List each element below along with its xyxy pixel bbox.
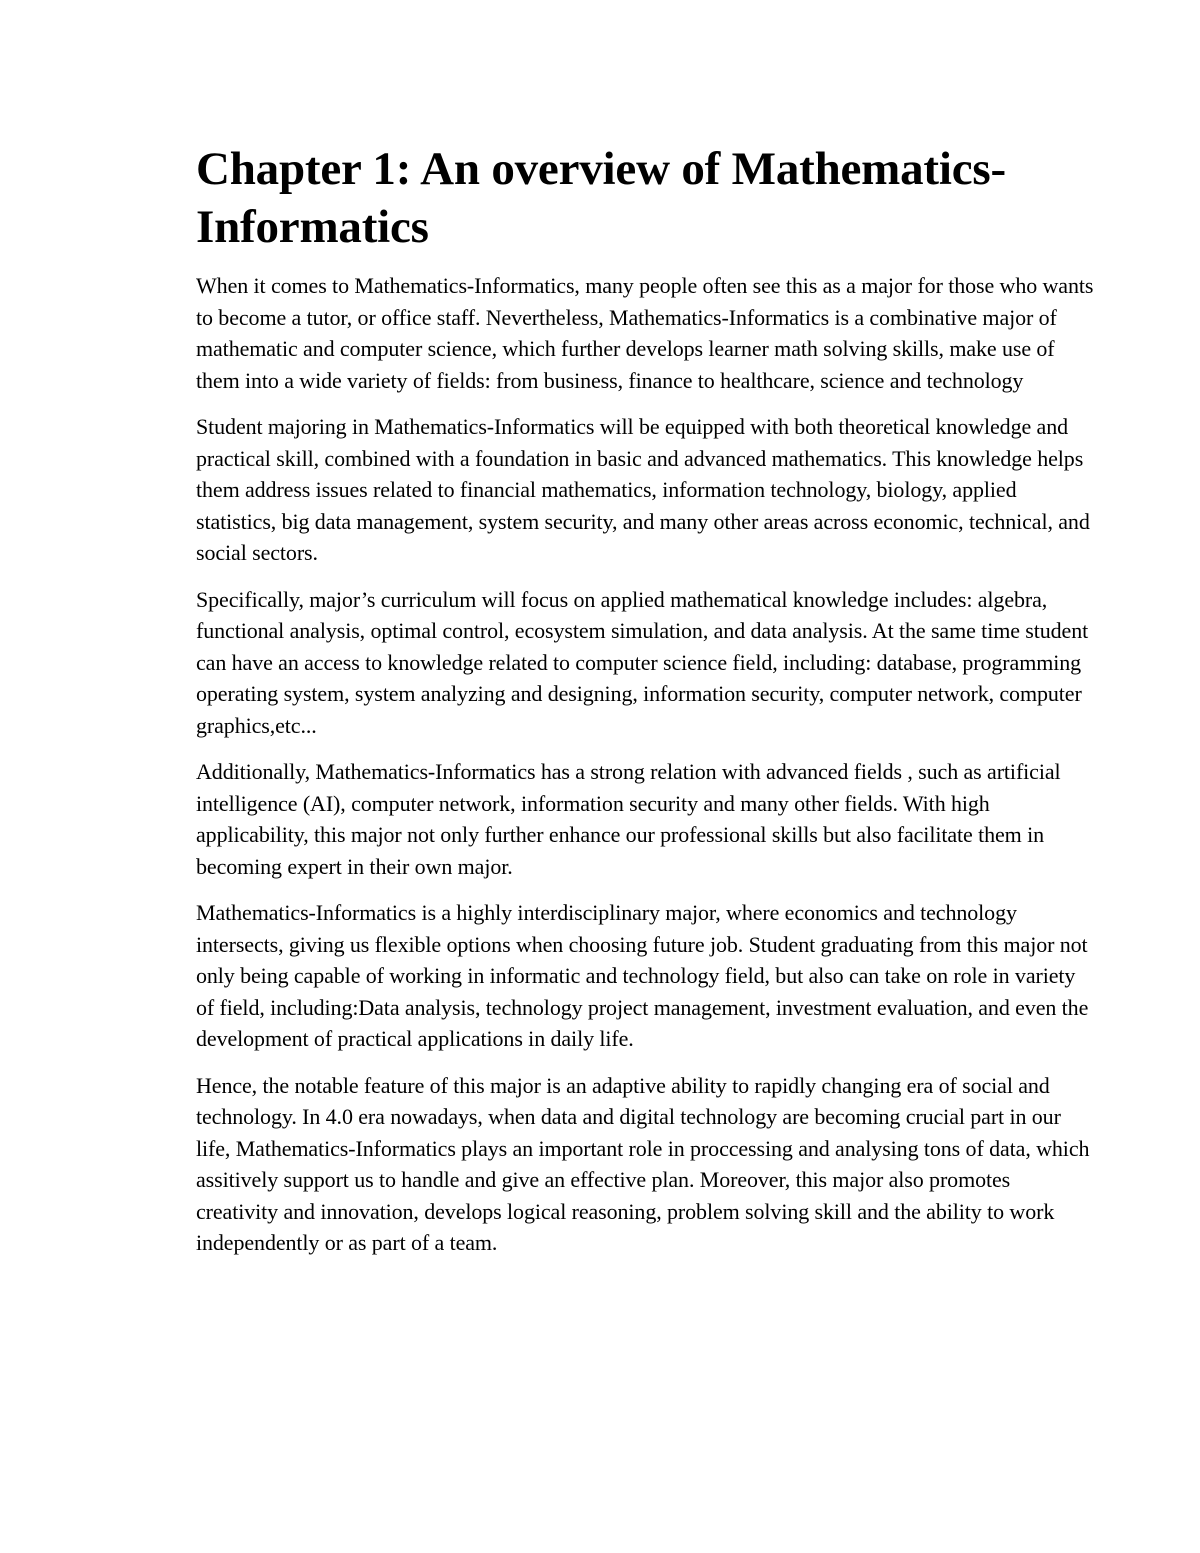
- paragraph-curriculum: Specifically, major’s curriculum will focus on applied mathematical knowledge includes: algebra, functional analysis, optimal control, ecosystem simulation, and data analysis. At the same time student can have an access to knowledge related to computer science field, including: database, programming operating system, system analyzing and designing, information security, computer network, computer graphics,etc...: [196, 586, 1089, 738]
- paragraph-interdisciplinary: Mathematics-Informatics is a highly interdisciplinary major, where economics and technology intersects, giving us flexible options when choosing future job. Student graduating from this major not only being capable of working in informatic and technology field, but also can take on role in variety of field, including:Data analysis, technology project management, investment evaluation, and even the development of practical applications in daily life.: [196, 900, 1089, 1051]
- paragraph-intro: When it comes to Mathematics-Informatics, many people often see this as a major for those who wants to become a tutor, or office staff. Nevertheless, Mathematics-Informatics is a combinative major of mathematic and computer science, which further develops learner math solving skills, make use of them into a wide variety of fields: from business, finance to healthcare, science and technology: [196, 273, 1094, 393]
- paragraph-student-majoring: Student majoring in Mathematics-Informatics will be equipped with both theoretical knowledge and practical skill, combined with a foundation in basic and advanced mathematics. This knowledge helps them address issues related to financial mathematics, information technology, biology, applied statistics, big data management, system security, and many other areas across economic, technical, and social sectors.: [196, 414, 1090, 565]
- chapter-title: Chapter 1: An overview of Mathematics-Informatics: [196, 143, 1006, 253]
- paragraph-additionally: Additionally, Mathematics-Informatics has a strong relation with advanced fields , such as artificial intelligence (AI), computer network, information security and many other fields. With high applicability, this major not only further enhance our professional skills but also facilitate them in becoming expert in their own major.: [196, 759, 1061, 879]
- paragraph-conclusion: Hence, the notable feature of this major is an adaptive ability to rapidly changing era of social and technology. In 4.0 era nowadays, when data and digital technology are becoming crucial part in our life, Mathematics-Informatics plays an important role in proccessing and analysing tons of data, which assitively support us to handle and give an effective plan. Moreover, this major also promotes creativity and innovation, develops logical reasoning, problem solving skill and the ability to work independently or as part of a team.: [196, 1072, 1090, 1255]
- document-page: [196, 140, 1096, 1274]
